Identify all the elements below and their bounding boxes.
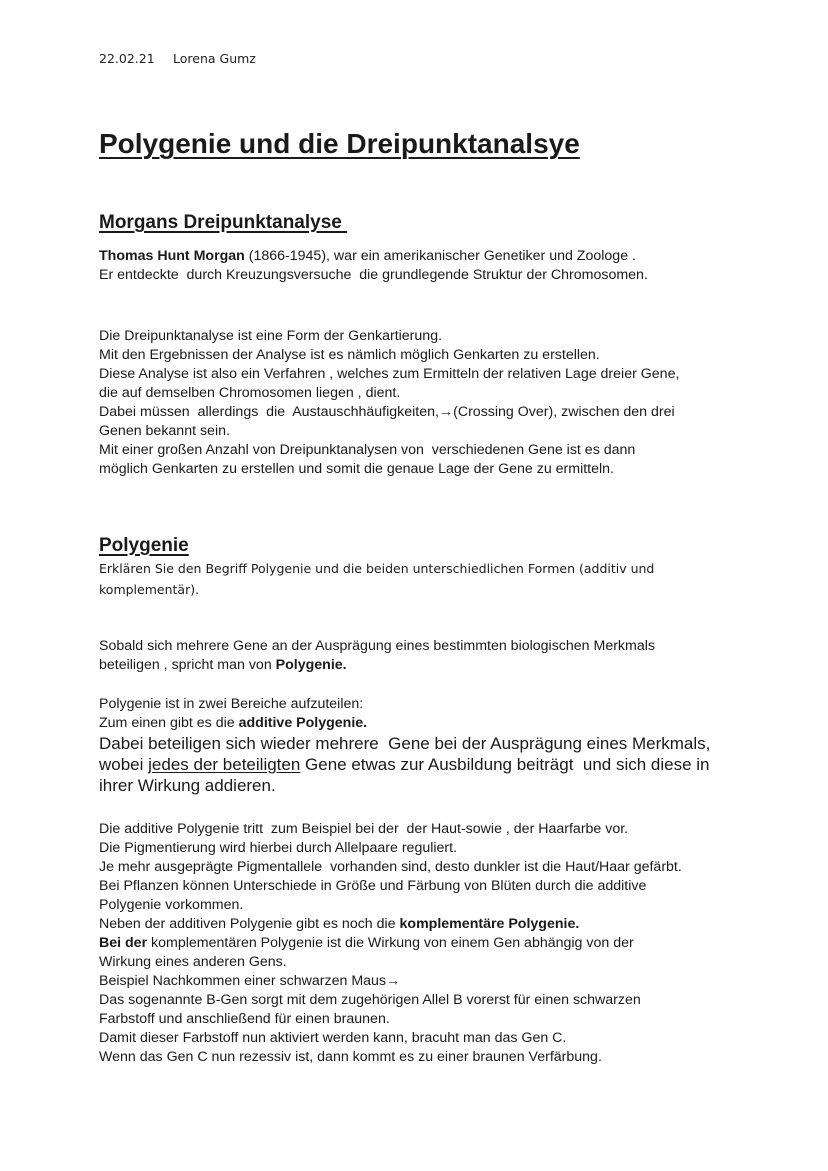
text-line: ihrer Wirkung addieren. — [99, 776, 276, 795]
polygenie-split — [99, 695, 367, 733]
text-line: beteiligen , spricht man von Polygenie. — [99, 657, 347, 673]
text-line: wobei jedes der beteiligten Gene etwas zur Ausbildung beiträgt und sich diese in — [99, 755, 710, 774]
text-line: Damit dieser Farbstoff nun aktiviert werden kann, bracuht man das Gen C. — [99, 1030, 567, 1046]
text-line: Die additive Polygenie tritt zum Beispiel bei der der Haut-sowie , der Haarfarbe vor. — [99, 821, 629, 837]
text-line: Genen bekannt sein. — [99, 423, 230, 439]
header-author: Lorena Gumz — [173, 51, 256, 66]
term-komplementaer: komplementäre Polygenie. — [399, 916, 580, 932]
term-additive: additive Polygenie. — [238, 715, 368, 731]
section-heading-polygenie: Polygenie — [99, 535, 189, 556]
text-line: Wirkung eines anderen Gens. — [99, 954, 287, 970]
text-line: Dabei beteiligen sich wieder mehrere Gene bei der Ausprägung eines Merkmals, — [99, 734, 711, 753]
text-line: Farbstoff und anschließend für einen braunen. — [99, 1011, 390, 1027]
text-line: Polygenie ist in zwei Bereiche aufzuteilen: — [99, 696, 364, 712]
text-line: die auf demselben Chromosomen liegen , dient. — [99, 385, 401, 401]
text-line: Je mehr ausgeprägte Pigmentallele vorhanden sind, desto dunkler ist die Haut/Haar gefärbt. — [99, 859, 682, 875]
text-line: Sobald sich mehrere Gene an der Ausprägung eines bestimmten biologischen Merkmals — [99, 638, 655, 654]
task-line-1: Erklären Sie den Begriff Polygenie und die beiden unterschiedlichen Formen (additiv und — [99, 561, 655, 576]
additive-explanation — [99, 733, 710, 796]
morgan-name: Thomas Hunt Morgan — [99, 248, 245, 264]
text-line: Bei Pflanzen können Unterschiede in Größe und Färbung von Blüten durch die additive — [99, 878, 647, 894]
text-line: Wenn das Gen C nun rezessiv ist, dann kommt es zu einer braunen Verfärbung. — [99, 1049, 602, 1065]
morgan-paragraph — [99, 327, 679, 479]
text-line: Zum einen gibt es die additive Polygenie. — [99, 715, 368, 731]
text-line: Die Pigmentierung wird hierbei durch Allelpaare reguliert. — [99, 840, 458, 856]
text-line: Neben der additiven Polygenie gibt es noch die komplementäre Polygenie. — [99, 916, 580, 932]
text-line: Mit einer großen Anzahl von Dreipunktanalysen von verschiedenen Gene ist es dann — [99, 442, 636, 458]
underlined-phrase: jedes der beteiligten — [148, 755, 301, 774]
section-heading-morgan: Morgans Dreipunktanalyse — [99, 212, 348, 233]
morgan-intro-line-2: Er entdeckte durch Kreuzungsversuche die grundlegende Struktur der Chromosomen. — [99, 267, 648, 283]
polygenie-definition — [99, 637, 655, 675]
text-line: Polygenie vorkommen. — [99, 897, 244, 913]
task-line-2: komplementär). — [99, 582, 200, 597]
page-title: Polygenie und die Dreipunktanalsye — [99, 128, 580, 159]
morgan-intro-line-1: Thomas Hunt Morgan (1866-1945), war ein amerikanischer Genetiker und Zoologe . — [99, 248, 636, 264]
header-date: 22.02.21 — [99, 51, 155, 66]
morgan-intro — [99, 247, 648, 285]
text-line: Dabei müssen allerdings die Austauschhäufigkeiten,→(Crossing Over), zwischen den drei — [99, 404, 675, 420]
term-polygenie: Polygenie. — [275, 657, 347, 673]
text-line: möglich Genkarten zu erstellen und somit die genaue Lage der Gene zu ermitteln. — [99, 461, 614, 477]
text-line: Mit den Ergebnissen der Analyse ist es nämlich möglich Genkarten zu erstellen. — [99, 347, 600, 363]
text-line: Die Dreipunktanalyse ist eine Form der Genkartierung. — [99, 328, 443, 344]
text-line: Bei der komplementären Polygenie ist die Wirkung von einem Gen abhängig von der — [99, 935, 634, 951]
additive-details — [99, 820, 682, 1067]
task-prompt — [99, 558, 654, 600]
text-line: Diese Analyse ist also ein Verfahren , welches zum Ermitteln der relativen Lage dreier Gene, — [99, 366, 680, 382]
text-line: Beispiel Nachkommen einer schwarzen Maus→ — [99, 973, 401, 989]
text-line: Das sogenannte B-Gen sorgt mit dem zugehörigen Allel B vorerst für einen schwarzen — [99, 992, 641, 1008]
